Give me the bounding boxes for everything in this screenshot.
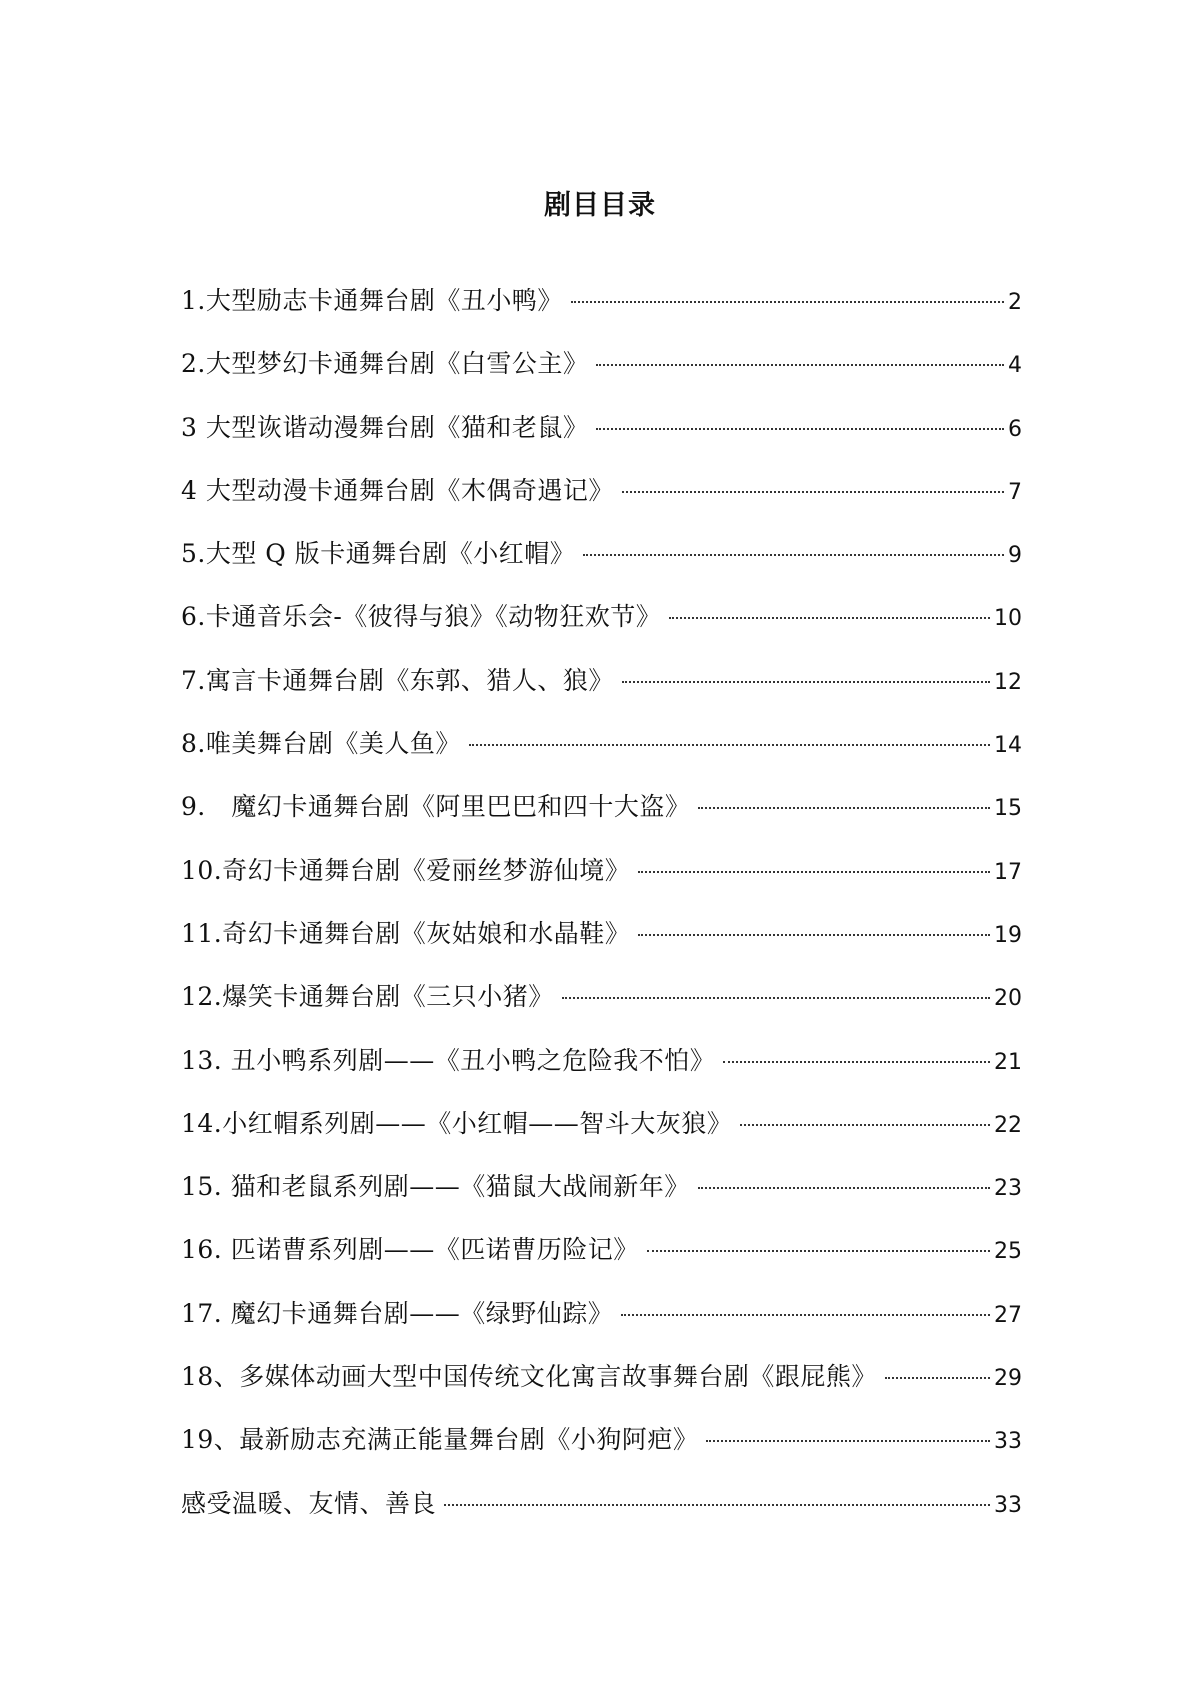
toc-entry-page-number: 4	[1008, 353, 1022, 379]
toc-entry-page-number: 15	[994, 796, 1022, 822]
toc-entry-label: 19、最新励志充满正能量舞台剧《小狗阿疤》	[181, 1425, 699, 1455]
toc-entry-label: 17. 魔幻卡通舞台剧——《绿野仙踪》	[181, 1298, 614, 1328]
toc-entry-label: 8.唯美舞台剧《美人鱼》	[181, 729, 461, 759]
dot-leader	[469, 744, 990, 746]
toc-entry[interactable]	[181, 1167, 1022, 1230]
toc-entry[interactable]	[181, 534, 1022, 597]
toc-entry-label: 7.寓言卡通舞台剧《东郭、猎人、狼》	[181, 665, 614, 695]
toc-entry-label: 16. 匹诺曹系列剧——《匹诺曹历险记》	[181, 1235, 639, 1265]
dot-leader	[622, 491, 1004, 493]
toc-entry-page-number: 10	[994, 606, 1022, 632]
toc-entry[interactable]	[181, 1104, 1022, 1167]
toc-entry-label: 5.大型 Q 版卡通舞台剧《小红帽》	[181, 539, 576, 569]
toc-entry-page-number: 29	[994, 1366, 1022, 1392]
dot-leader	[669, 617, 990, 619]
dot-leader	[885, 1377, 990, 1379]
toc-entry-page-number: 21	[994, 1049, 1022, 1075]
toc-entry-label: 4 大型动漫卡通舞台剧《木偶奇遇记》	[181, 475, 614, 505]
toc-entry-label: 2.大型梦幻卡通舞台剧《白雪公主》	[181, 349, 589, 379]
toc-entry-label: 1.大型励志卡通舞台剧《丑小鸭》	[181, 286, 563, 315]
toc-entry-label: 15. 猫和老鼠系列剧——《猫鼠大战闹新年》	[181, 1172, 690, 1202]
toc-entry-label: 13. 丑小鸭系列剧——《丑小鸭之危险我不怕》	[181, 1045, 716, 1075]
dot-leader	[698, 1187, 990, 1189]
toc-entry[interactable]	[181, 408, 1022, 471]
toc-entry-page-number: 33	[994, 1492, 1022, 1518]
toc-entry-page-number: 27	[994, 1302, 1022, 1328]
dot-leader	[638, 934, 990, 936]
toc-entry-page-number: 20	[994, 986, 1022, 1012]
toc-entry[interactable]	[181, 724, 1022, 787]
toc-entry-page-number: 25	[994, 1239, 1022, 1265]
toc-entry-page-number: 9	[1008, 543, 1022, 569]
toc-entry-page-number: 22	[994, 1112, 1022, 1138]
dot-leader	[444, 1504, 990, 1506]
toc-entry[interactable]	[181, 344, 1022, 407]
toc-entry[interactable]	[181, 661, 1022, 724]
toc-entry[interactable]	[181, 1357, 1022, 1420]
dot-leader	[596, 428, 1004, 430]
toc-entry-label: 感受温暖、友情、善良	[181, 1488, 437, 1518]
page-title: 剧目目录	[544, 190, 656, 221]
toc-entry-label: 10.奇幻卡通舞台剧《爱丽丝梦游仙境》	[181, 855, 631, 885]
toc-entry[interactable]	[181, 1230, 1022, 1293]
toc-entry[interactable]	[181, 851, 1022, 914]
toc-entry-page-number: 6	[1008, 416, 1022, 442]
dot-leader	[740, 1124, 990, 1126]
toc-entry-label: 14.小红帽系列剧——《小红帽——智斗大灰狼》	[181, 1108, 733, 1138]
toc-entry-page-number: 33	[994, 1429, 1022, 1455]
toc-entry[interactable]	[181, 1420, 1022, 1483]
table-of-contents	[181, 281, 1022, 1547]
dot-leader	[723, 1061, 990, 1063]
toc-entry-label: 12.爆笑卡通舞台剧《三只小猪》	[181, 982, 554, 1012]
toc-entry[interactable]	[181, 281, 1022, 344]
dot-leader	[622, 681, 990, 683]
dot-leader	[562, 997, 990, 999]
toc-entry-page-number: 17	[994, 859, 1022, 885]
toc-entry-label: 9． 魔幻卡通舞台剧《阿里巴巴和四十大盗》	[181, 792, 691, 822]
toc-entry-page-number: 7	[1008, 479, 1022, 505]
toc-entry[interactable]	[181, 1041, 1022, 1104]
toc-entry-page-number: 14	[994, 733, 1022, 759]
toc-entry[interactable]	[181, 1484, 1022, 1547]
toc-entry[interactable]	[181, 787, 1022, 850]
toc-entry[interactable]	[181, 977, 1022, 1040]
dot-leader	[621, 1314, 990, 1316]
dot-leader	[698, 807, 990, 809]
toc-entry[interactable]	[181, 914, 1022, 977]
toc-entry-label: 3 大型诙谐动漫舞台剧《猫和老鼠》	[181, 412, 589, 442]
toc-entry-label: 6.卡通音乐会-《彼得与狼》《动物狂欢节》	[181, 602, 662, 632]
toc-entry-label: 11.奇幻卡通舞台剧《灰姑娘和水晶鞋》	[181, 918, 631, 948]
dot-leader	[583, 554, 1004, 556]
dot-leader	[647, 1250, 990, 1252]
dot-leader	[638, 871, 990, 873]
dot-leader	[596, 364, 1004, 366]
toc-entry-label: 18、多媒体动画大型中国传统文化寓言故事舞台剧《跟屁熊》	[181, 1362, 877, 1392]
toc-entry-page-number: 23	[994, 1176, 1022, 1202]
toc-entry-page-number: 12	[994, 669, 1022, 695]
dot-leader	[706, 1440, 990, 1442]
toc-entry[interactable]	[181, 471, 1022, 534]
toc-entry-page-number: 19	[994, 922, 1022, 948]
toc-entry[interactable]	[181, 1294, 1022, 1357]
dot-leader	[571, 301, 1004, 303]
toc-entry[interactable]	[181, 597, 1022, 660]
toc-entry-page-number: 2	[1008, 290, 1022, 315]
